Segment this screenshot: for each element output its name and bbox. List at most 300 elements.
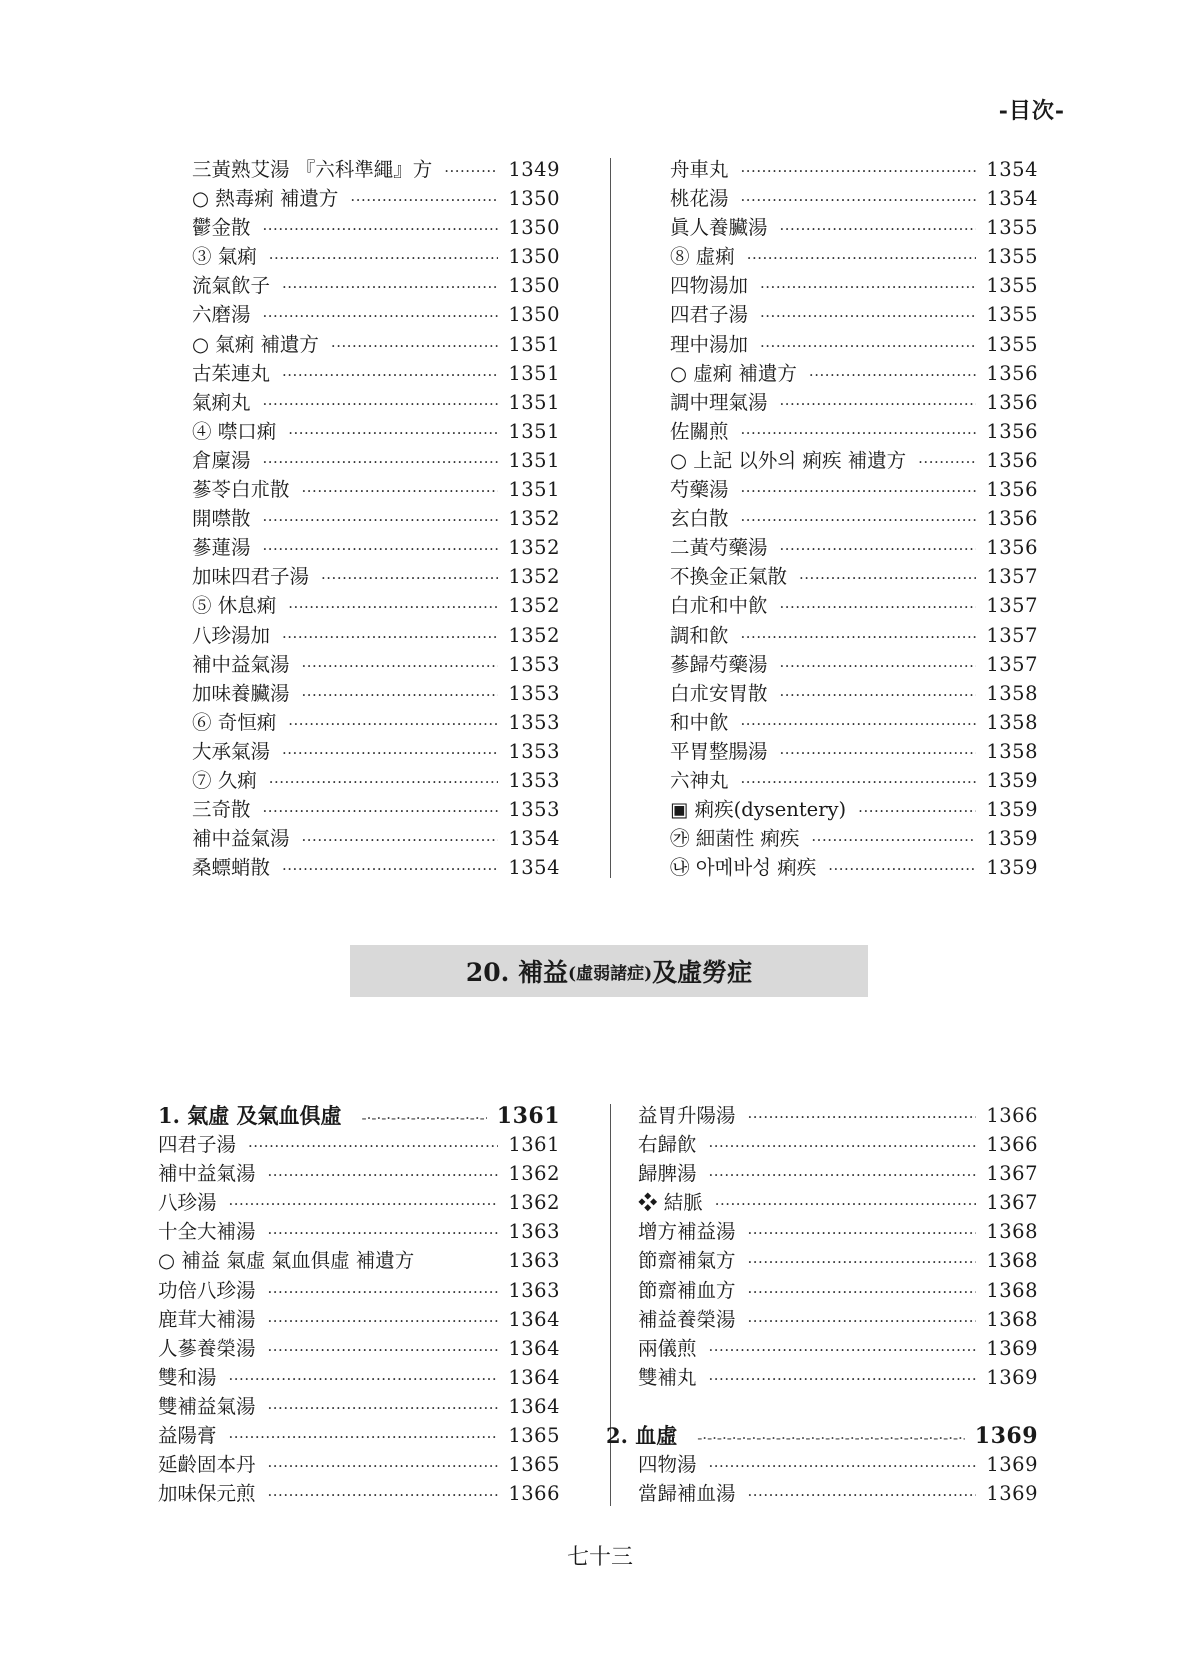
toc-entry-title: 補中益氣湯 [158,1162,256,1186]
toc-entry-page: 1353 [508,681,560,705]
dot-leader [741,424,977,442]
toc-entry-page: 1362 [508,1191,560,1215]
dot-leader [282,628,498,646]
toc-entry-title: 氣痢丸 [192,390,251,414]
toc-entry-title: 補益養榮湯 [638,1307,736,1331]
dot-leader [741,511,977,529]
toc-entry [670,532,1038,561]
toc-entry-title: ▣ 痢疾(dysentery) [670,798,847,822]
toc-entry-title: 開噤散 [192,507,251,531]
toc-entry [158,1245,560,1274]
toc-entry-title: 二黃芍藥湯 [670,536,768,560]
toc-entry-title: 六神丸 [670,768,729,792]
section-heading-qi-deficiency [158,1100,560,1129]
toc-entry-page: 1365 [508,1424,560,1448]
dot-leader [263,540,499,558]
toc-entry [192,241,560,270]
toc-entry-title: ④ 噤口痢 [192,419,277,443]
dot-leader [302,482,499,500]
toc-entry [192,590,560,619]
toc-entry-title: 調中理氣湯 [670,390,768,414]
toc-entry [638,1362,1038,1391]
dot-leader [268,1341,499,1359]
toc-entry-title: ○ 上記 以外의 痢疾 補遺方 [670,448,907,472]
toc-entry-page: 1358 [986,681,1038,705]
toc-entry [192,416,560,445]
toc-entry-title: 蔘蓮湯 [192,536,251,560]
toc-entry-page: 1358 [986,710,1038,734]
toc-entry [670,154,1038,183]
toc-entry-page: 1364 [508,1394,560,1418]
dot-leader [780,395,977,413]
toc-entry [670,620,1038,649]
toc-entry [638,1478,1038,1507]
toc-entry-title: 鹿茸大補湯 [158,1307,256,1331]
toc-entry [670,736,1038,765]
dot-leader [780,657,977,675]
toc-entry-page: 1369 [986,1365,1038,1389]
toc-entry-page: 1363 [508,1249,560,1273]
toc-entry-page: 1359 [986,827,1038,851]
toc-entry-title: 流氣飮子 [192,274,271,298]
toc-entry-page: 1364 [508,1307,560,1331]
dot-leader [350,191,498,209]
toc-entry [158,1158,560,1187]
toc-entry [670,241,1038,270]
dot-leader [282,278,498,296]
toc-entry-page: 1356 [986,536,1038,560]
toc-entry [670,561,1038,590]
toc-entry-title: ㉮ 細菌性 痢疾 [670,827,800,851]
dot-leader [229,1370,499,1388]
toc-entry-page: 1359 [986,768,1038,792]
toc-entry [192,358,560,387]
toc-entry-page: 1356 [986,507,1038,531]
toc-entry-title: ⑤ 休息痢 [192,594,277,618]
dot-leader [828,860,976,878]
toc-entry-page: 1368 [986,1307,1038,1331]
dot-leader [709,1370,977,1388]
toc-entry [670,707,1038,736]
dot-leader [918,453,976,471]
toc-entry-page: 1351 [508,448,560,472]
section-label: 2. 血虛 [606,1423,678,1449]
toc-entry-title: 四君子湯 [670,303,749,327]
dot-leader [780,540,977,558]
dot-leader [302,686,499,704]
toc-entry-page: 1352 [508,623,560,647]
dot-leader [709,1166,977,1184]
dot-leader [229,1428,499,1446]
dot-leader [288,715,498,733]
dot-leader [709,1137,977,1155]
dot-leader [799,569,976,587]
dot-leader [715,1195,977,1213]
dot-leader [748,1283,977,1301]
toc-entry-page: 1367 [986,1191,1038,1215]
toc-entry [192,532,560,561]
toc-entry-page: 1353 [508,798,560,822]
toc-entry-page: 1353 [508,652,560,676]
toc-entry-title: 調和飮 [670,623,729,647]
dot-leader [444,162,498,180]
toc-entry-title: 四物湯加 [670,274,749,298]
toc-entry [192,474,560,503]
dot-leader [268,1166,499,1184]
toc-entry [158,1333,560,1362]
toc-entry-title: 兩儀煎 [638,1336,697,1360]
dot-leader [268,1399,499,1417]
toc-entry-page: 1355 [986,303,1038,327]
dot-leader [741,191,977,209]
toc-entry [158,1187,560,1216]
toc-entry-title: 芍藥湯 [670,478,729,502]
toc-entry-title: 白朮和中飮 [670,594,768,618]
toc-entry [192,503,560,532]
dot-leader [263,511,499,529]
toc-entry-page: 1356 [986,419,1038,443]
toc-entry-page: 1365 [508,1453,560,1477]
dot-leader [780,220,977,238]
toc-entry-title: 延齡固本丹 [158,1453,256,1477]
toc-entry-page: 1351 [508,419,560,443]
toc-entry-page: 1363 [508,1220,560,1244]
dot-leader [780,598,977,616]
toc-entry-title: 古茱連丸 [192,361,271,385]
dot-leader [263,453,499,471]
toc-entry [670,183,1038,212]
toc-entry [192,299,560,328]
toc-entry [158,1129,560,1158]
dot-leader [269,773,499,791]
dot-leader [248,1137,498,1155]
toc-entry-title: ③ 氣痢 [192,245,257,269]
toc-entry-title: 功倍八珍湯 [158,1278,256,1302]
toc-entry-page: 1367 [986,1162,1038,1186]
toc-entry-title: 三黃熟艾湯 『六科準繩』方 [192,158,433,181]
toc-entry-page: 1355 [986,332,1038,356]
toc-entry [192,212,560,241]
toc-entry-title: 鬱金散 [192,216,251,240]
toc-entry-page: 1350 [508,245,560,269]
toc-entry-page: 1366 [986,1104,1038,1127]
toc-entry-title: 不換金正氣散 [670,565,788,589]
dot-leader [709,1341,977,1359]
toc-entry [670,358,1038,387]
dot-leader [268,1457,499,1475]
toc-entry-page: 1350 [508,274,560,298]
toc-entry-title: 倉廩湯 [192,448,251,472]
toc-entry-page: 1350 [508,187,560,211]
section-page: 1369 [974,1423,1038,1450]
chapter-banner [350,945,868,997]
toc-entry-title: 人蔘養榮湯 [158,1336,256,1360]
dot-leader [263,220,499,238]
toc-entry-title: 蔘苓白朮散 [192,478,290,502]
toc-entry [670,212,1038,241]
toc-entry [670,794,1038,823]
toc-entry [158,1304,560,1333]
toc-entry [158,1391,560,1420]
toc-entry [192,707,560,736]
toc-entry [670,852,1038,881]
toc-entry-title: 四君子湯 [158,1133,237,1157]
toc-entry [670,387,1038,416]
dot-leader [741,628,977,646]
dot-leader [747,249,977,267]
toc-entry-title: 節齋補氣方 [638,1249,736,1273]
toc-entry [638,1333,1038,1362]
section-heading-blood-deficiency [606,1420,1038,1449]
toc-entry-title: 六磨湯 [192,303,251,327]
toc-entry-page: 1350 [508,216,560,240]
toc-entry-page: 1369 [986,1336,1038,1360]
toc-entry [192,270,560,299]
toc-entry-title: 節齋補血方 [638,1278,736,1302]
toc-entry [670,590,1038,619]
dot-leader [268,1224,499,1242]
toc-entry [192,823,560,852]
toc-entry-page: 1364 [508,1365,560,1389]
toc-entry-page: 1369 [986,1482,1038,1506]
toc-entry-page: 1355 [986,274,1038,298]
toc-entry-title: ⑥ 奇恒痢 [192,710,277,734]
toc-entry [192,736,560,765]
toc-entry [192,183,560,212]
toc-entry [192,154,560,183]
toc-entry [670,329,1038,358]
toc-entry-title: 右歸飮 [638,1133,697,1157]
toc-entry [638,1304,1038,1333]
toc-entry [192,445,560,474]
toc-entry-page: 1357 [986,623,1038,647]
toc-entry-page: 1356 [986,478,1038,502]
toc-entry-page: 1356 [986,361,1038,385]
toc-entry-title: ○ 氣痢 補遺方 [192,332,319,356]
toc-entry-page: 1351 [508,390,560,414]
section-label: 1. 氣虛 及氣血俱虛 [158,1103,342,1128]
toc-entry-title: 玄白散 [670,507,729,531]
toc-entry-page: 1362 [508,1162,560,1186]
toc-entry-title: 當歸補血湯 [638,1482,736,1506]
toc-entry [670,474,1038,503]
dot-leader [760,278,976,296]
toc-entry-title: ㉯ 아메바성 痢疾 [670,856,817,880]
toc-entry-title: 益胃升陽湯 [638,1104,736,1127]
toc-entry-page: 1369 [986,1453,1038,1477]
dot-leader [748,1253,977,1271]
toc-entry-title: 平胃整腸湯 [670,739,768,763]
toc-entry [192,794,560,823]
toc-entry [638,1275,1038,1304]
toc-entry-title: 補中益氣湯 [192,652,290,676]
chapter-banner-tail: 及虛勞症 [652,958,753,987]
dot-leader [263,802,499,820]
toc-entry [638,1129,1038,1158]
dot-leader [760,307,976,325]
toc-entry-title: ○ 熱毒痢 補遺方 [192,187,339,211]
toc-entry-title: ❖ 結脈 [638,1191,703,1215]
dot-leader [282,860,498,878]
dot-leader [268,1486,499,1504]
dot-leader [263,395,499,413]
toc-entry [638,1449,1038,1478]
toc-entry-title: 益陽膏 [158,1424,217,1448]
dot-leader [760,337,976,355]
dot-leader [288,424,498,442]
dot-leader [858,802,976,820]
toc-entry [670,270,1038,299]
toc-entry-page: 1351 [508,361,560,385]
toc-entry [192,678,560,707]
toc-bottom-left-column [158,1100,560,1507]
toc-entry-page: 1356 [986,448,1038,472]
toc-entry [158,1449,560,1478]
toc-entry [670,445,1038,474]
dot-leader [811,831,976,849]
toc-entry-title: 加味養臟湯 [192,681,290,705]
toc-entry-page: 1354 [508,856,560,880]
toc-entry [192,387,560,416]
section-dash-leader [689,1429,965,1447]
toc-entry [670,678,1038,707]
toc-entry [670,823,1038,852]
dot-leader [741,715,977,733]
chapter-banner-main: 20. 補益 [465,958,569,987]
toc-entry-page: 1355 [986,216,1038,240]
toc-entry-title: 四物湯 [638,1453,697,1477]
toc-entry-page: 1355 [986,245,1038,269]
dot-leader [741,162,977,180]
toc-entry [192,620,560,649]
toc-entry-page: 1352 [508,594,560,618]
toc-entry [158,1362,560,1391]
dot-leader [288,598,498,616]
toc-entry-title: 理中湯加 [670,332,749,356]
toc-entry [158,1275,560,1304]
toc-entry-title: 增方補益湯 [638,1220,736,1244]
toc-entry-page: 1358 [986,739,1038,763]
dot-leader [302,657,499,675]
toc-entry-title: 和中飮 [670,710,729,734]
toc-entry-page: 1357 [986,652,1038,676]
toc-entry [670,503,1038,532]
toc-entry [158,1216,560,1245]
toc-entry-page: 1361 [508,1133,560,1157]
toc-entry-title: 佐關煎 [670,419,729,443]
toc-entry-page: 1357 [986,565,1038,589]
toc-entry-title: 蔘歸芍藥湯 [670,652,768,676]
dot-leader [282,366,498,384]
toc-entry-title: 大承氣湯 [192,739,271,763]
toc-entry-title: ○ 補益 氣虛 氣血俱虛 補遺方 [158,1249,415,1273]
dot-leader [809,366,976,384]
dot-leader [748,1486,977,1504]
toc-entry-page: 1368 [986,1220,1038,1244]
toc-entry [192,329,560,358]
dot-leader [748,1108,977,1126]
section-page: 1361 [496,1103,560,1129]
dot-leader [268,1312,499,1330]
toc-entry [638,1158,1038,1187]
dot-leader [302,831,499,849]
dot-leader [263,307,499,325]
toc-entry [638,1216,1038,1245]
toc-entry-title: 十全大補湯 [158,1220,256,1244]
toc-entry-page: 1359 [986,798,1038,822]
page-header: -目次- [998,98,1065,124]
dot-leader [269,249,499,267]
toc-entry-page: 1364 [508,1336,560,1360]
toc-entry-title: 雙和湯 [158,1365,217,1389]
toc-entry-page: 1359 [986,856,1038,880]
toc-entry-page: 1349 [508,158,560,181]
toc-entry-page: 1354 [508,827,560,851]
toc-entry-title: 八珍湯 [158,1191,217,1215]
toc-entry-title: 眞人養臟湯 [670,216,768,240]
dot-leader [780,686,977,704]
toc-entry-page: 1357 [986,594,1038,618]
toc-entry [670,765,1038,794]
toc-entry-title: 補中益氣湯 [192,827,290,851]
page-number: 七十三 [566,1545,633,1570]
toc-entry-page: 1366 [508,1482,560,1506]
toc-entry-title: 雙補丸 [638,1365,697,1389]
toc-entry-page: 1353 [508,710,560,734]
toc-entry-page: 1351 [508,478,560,502]
dot-leader [748,1224,977,1242]
toc-entry-title: ⑦ 久痢 [192,768,257,792]
section-dash-leader [354,1109,487,1127]
toc-entry [192,852,560,881]
toc-entry-page: 1366 [986,1133,1038,1157]
toc-entry-page: 1352 [508,536,560,560]
toc-entry-title: 桑螵蛸散 [192,856,271,880]
dot-leader [321,569,498,587]
dot-leader [268,1283,499,1301]
toc-entry-page: 1353 [508,768,560,792]
dot-leader [780,744,977,762]
toc-entry-title: 白朮安胃散 [670,681,768,705]
dot-leader [741,482,977,500]
toc-entry-page: 1368 [986,1249,1038,1273]
dot-leader [229,1195,499,1213]
column-divider-top [610,158,611,878]
dot-leader [331,337,498,355]
chapter-banner-sub: (虛弱諸症) [568,963,653,984]
toc-entry [158,1420,560,1449]
toc-entry-page: 1356 [986,390,1038,414]
toc-entry-page: 1351 [508,332,560,356]
toc-entry-title: 舟車丸 [670,158,729,181]
toc-entry [192,561,560,590]
toc-entry-title: 桃花湯 [670,187,729,211]
toc-bottom-right-column [606,1100,1038,1507]
toc-entry [670,649,1038,678]
toc-entry-page: 1352 [508,565,560,589]
toc-entry [192,765,560,794]
toc-entry-page: 1350 [508,303,560,327]
toc-entry [638,1245,1038,1274]
toc-entry [670,299,1038,328]
toc-entry-title: 歸脾湯 [638,1162,697,1186]
toc-entry [192,649,560,678]
toc-entry [670,416,1038,445]
toc-entry-title: ○ 虛痢 補遺方 [670,361,797,385]
toc-entry-title: ⑧ 虛痢 [670,245,735,269]
toc-entry-page: 1368 [986,1278,1038,1302]
toc-entry-page: 1363 [508,1278,560,1302]
